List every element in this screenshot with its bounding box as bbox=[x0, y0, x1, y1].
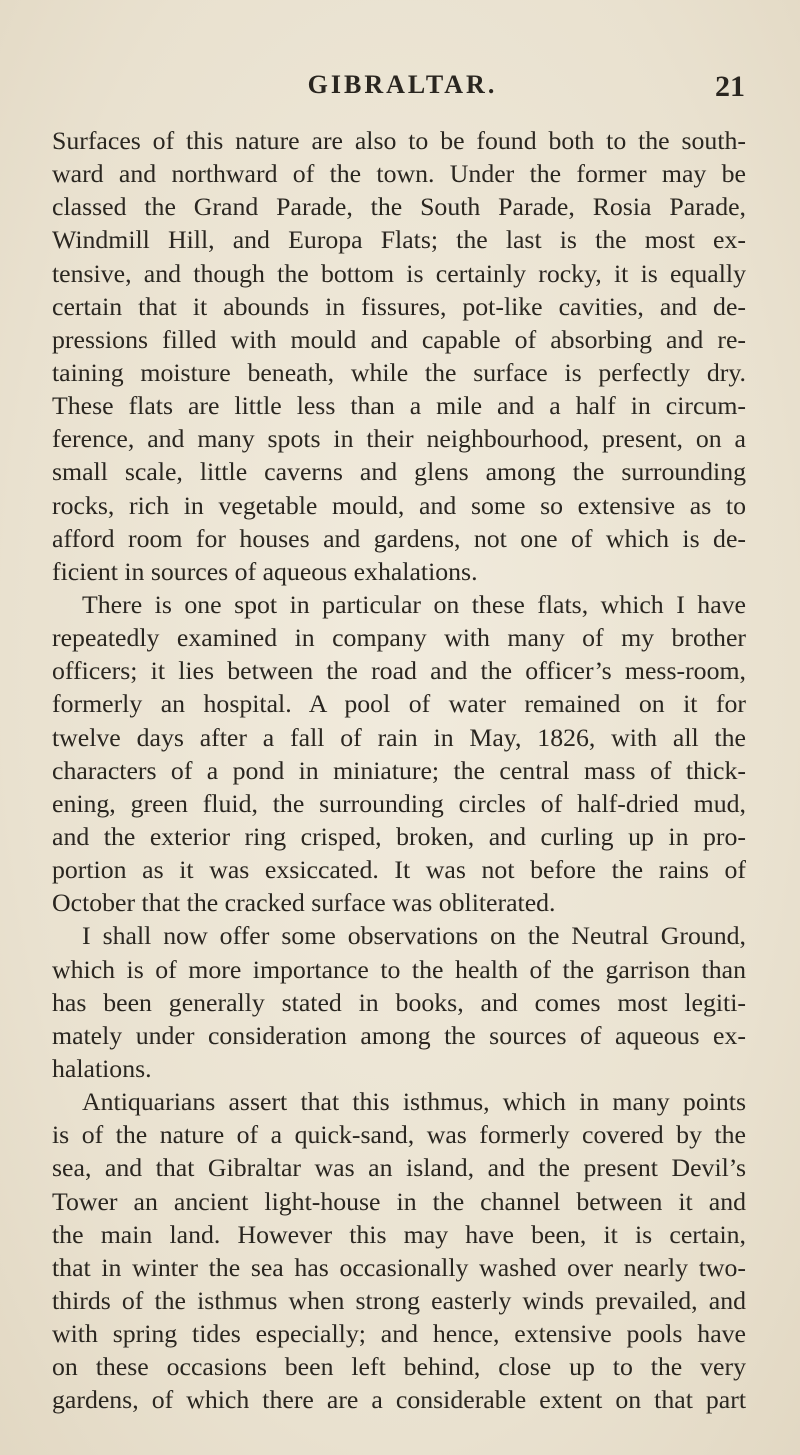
text-line: Tower an ancient light-house in the channel between it and bbox=[52, 1186, 746, 1216]
text-line: is of the nature of a quick-sand, was formerly covered by the bbox=[52, 1120, 746, 1150]
text-line: These flats are little less than a mile and a half in circum- bbox=[52, 391, 746, 421]
text-line: on these occasions been left behind, close up to the very bbox=[52, 1352, 746, 1382]
text-line: rocks, rich in vegetable mould, and some so extensive as to bbox=[52, 490, 746, 520]
text-line: that in winter the sea has occasionally washed over nearly two- bbox=[52, 1252, 746, 1282]
text-line: has been generally stated in books, and comes most legiti- bbox=[52, 987, 746, 1017]
text-line: officers; it lies between the road and the officer’s mess-room, bbox=[52, 656, 746, 686]
text-line: classed the Grand Parade, the South Parade, Rosia Parade, bbox=[52, 192, 746, 222]
text-line: portion as it was exsiccated. It was not before the rains of bbox=[52, 855, 746, 885]
body-text bbox=[52, 124, 746, 1416]
text-line: ference, and many spots in their neighbourhood, present, on a bbox=[52, 424, 746, 454]
text-line: Surfaces of this nature are also to be found both to the south- bbox=[52, 126, 746, 155]
running-title: GIBRALTAR. bbox=[307, 70, 498, 99]
text-line: pressions filled with mould and capable of absorbing and re- bbox=[52, 324, 746, 354]
text-line: mately under consideration among the sources of aqueous ex- bbox=[52, 1020, 746, 1050]
text-line: twelve days after a fall of rain in May, 1826, with all the bbox=[52, 722, 746, 752]
text-line: and the exterior ring crisped, broken, and curling up in pro- bbox=[52, 821, 746, 851]
text-line: certain that it abounds in fissures, pot-like cavities, and de- bbox=[52, 291, 746, 321]
text-line: ening, green fluid, the surrounding circles of half-dried mud, bbox=[52, 788, 746, 818]
text-line: Windmill Hill, and Europa Flats; the last is the most ex- bbox=[52, 225, 746, 255]
text-line: ficient in sources of aqueous exhalations. bbox=[52, 556, 478, 586]
text-line: sea, and that Gibraltar was an island, and the present Devil’s bbox=[52, 1153, 746, 1183]
text-line: taining moisture beneath, while the surface is perfectly dry. bbox=[52, 357, 746, 387]
text-line: with spring tides especially; and hence, extensive pools have bbox=[52, 1319, 746, 1349]
text-line: halations. bbox=[52, 1053, 152, 1083]
text-line: thirds of the isthmus when strong easterly winds prevailed, and bbox=[52, 1285, 746, 1315]
text-line: I shall now offer some observations on the Neutral Ground, bbox=[82, 921, 746, 951]
page-number: 21 bbox=[715, 70, 745, 103]
page-header bbox=[60, 70, 745, 110]
text-line: small scale, little caverns and glens among the surrounding bbox=[52, 457, 746, 487]
text-line: the main land. However this may have been, it is certain, bbox=[52, 1219, 746, 1249]
text-line: tensive, and though the bottom is certainly rocky, it is equally bbox=[52, 258, 746, 288]
text-line: ward and northward of the town. Under the former may be bbox=[52, 159, 746, 189]
text-line: There is one spot in particular on these flats, which I have bbox=[82, 589, 746, 619]
text-line: October that the cracked surface was obliterated. bbox=[52, 888, 556, 918]
text-line: formerly an hospital. A pool of water remained on it for bbox=[52, 689, 746, 719]
text-line: gardens, of which there are a considerable extent on that part bbox=[52, 1385, 746, 1415]
text-line: characters of a pond in miniature; the central mass of thick- bbox=[52, 755, 746, 785]
text-line: which is of more importance to the health of the garrison than bbox=[52, 954, 746, 984]
text-line: afford room for houses and gardens, not one of which is de- bbox=[52, 523, 746, 553]
text-line: repeatedly examined in company with many of my brother bbox=[52, 623, 746, 653]
text-line: Antiquarians assert that this isthmus, which in many points bbox=[82, 1087, 746, 1117]
